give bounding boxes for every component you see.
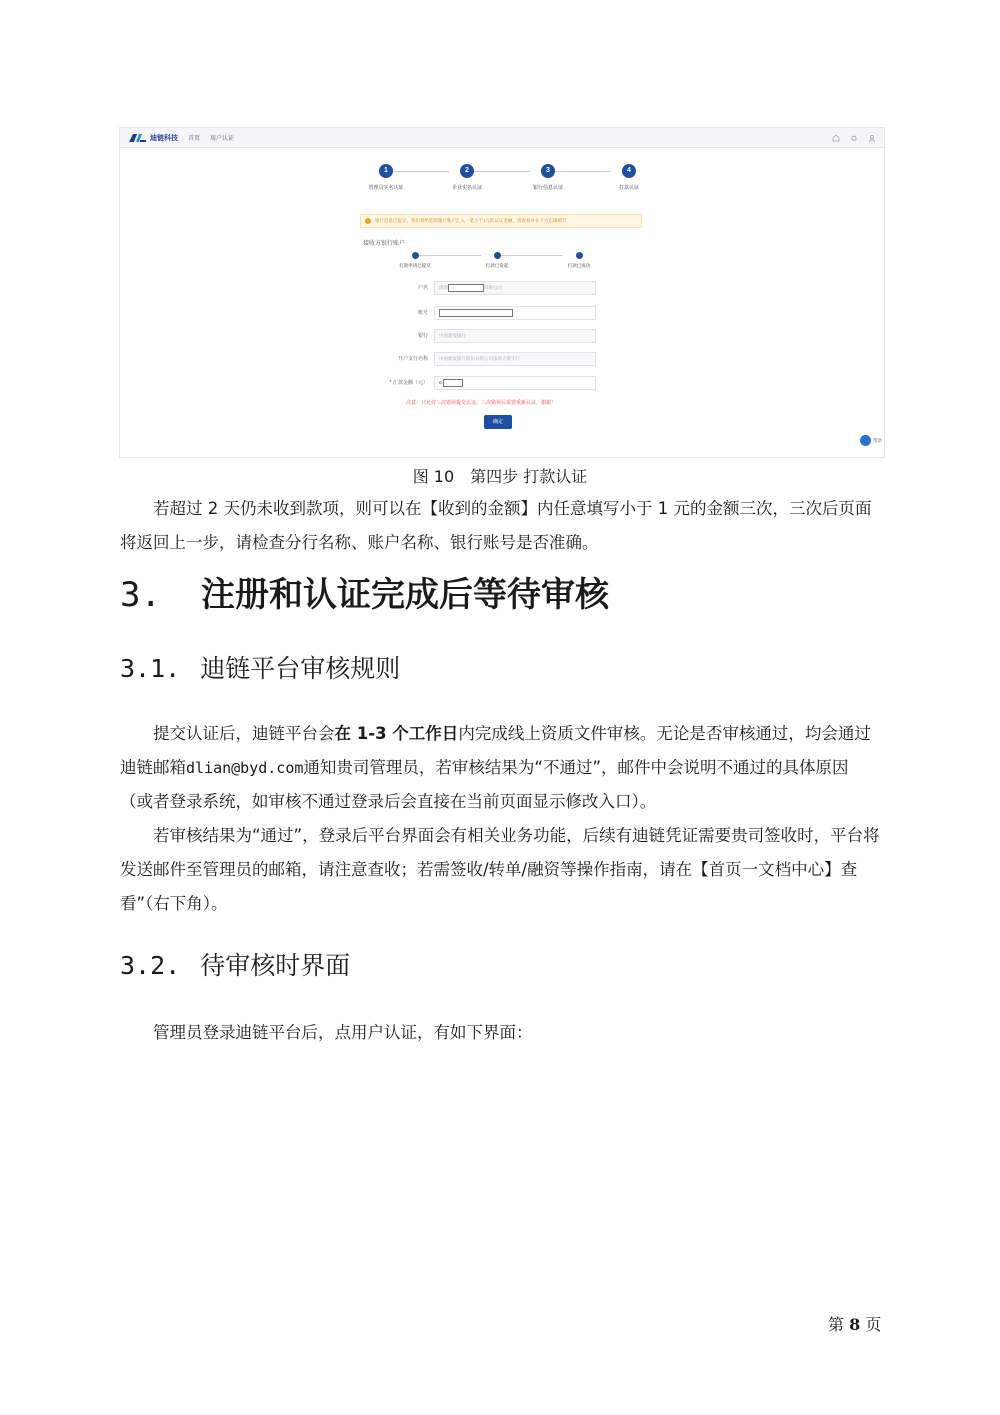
embedded-screenshot xyxy=(119,127,885,458)
paragraph-approved: 若审核结果为“通过”，登录后平台界面会有相关业务功能，后续有迪链凭证需要贵司签收时，平台将发送邮件至管理员的邮箱，请注意查收；若需签收/转单/融资等操作指南，请在【首页一文档中心】查看”（右下角）。 xyxy=(120,826,880,913)
redaction-box xyxy=(439,309,513,317)
paragraph-review-rules xyxy=(120,717,880,819)
email-address: dlian@byd.com xyxy=(186,759,304,777)
step-number: 2 xyxy=(460,164,474,178)
user-icon[interactable] xyxy=(868,134,876,142)
account-name-row xyxy=(360,281,596,295)
amount-input[interactable] xyxy=(434,376,596,390)
step-number: 3 xyxy=(541,164,555,178)
heading-text: 待审核时界面 xyxy=(200,951,351,980)
help-button[interactable] xyxy=(860,435,882,446)
substep-dot xyxy=(494,252,501,259)
step-4 xyxy=(599,164,659,191)
account-name-field xyxy=(434,281,596,295)
figure-caption: 图 10 第四步 打款认证 xyxy=(412,467,588,486)
redaction-box xyxy=(448,284,484,292)
bold-text: 在 1-3 个工作日 xyxy=(334,724,459,743)
substep-1 xyxy=(390,252,440,269)
field-value: 0. xyxy=(439,380,443,385)
confirm-button[interactable]: 确定 xyxy=(484,415,512,429)
substep-3 xyxy=(554,252,604,269)
home-icon[interactable] xyxy=(832,134,840,142)
substep-label: 打款申请已提交 xyxy=(399,263,431,268)
heading-3-1 xyxy=(120,649,400,685)
heading-3-2 xyxy=(120,946,350,982)
field-label: 银行 xyxy=(417,333,428,339)
field-label: 账号 xyxy=(417,310,428,316)
heading-3 xyxy=(120,567,609,616)
heading-number: 3.1. xyxy=(120,654,181,683)
nav-home-link[interactable]: 首页 xyxy=(188,136,201,142)
branch-row xyxy=(360,352,596,366)
paragraph-pending-ui: 管理员登录迪链平台后，点用户认证，有如下界面： xyxy=(153,1023,533,1042)
bank-row xyxy=(360,329,596,343)
field-label: 户名 xyxy=(417,285,428,291)
text-run: 通知贵司管理员，若审核结果为“不通过”，邮件中会说明不通过的具体原因（或者登录系统，如审核不通过登录后会直接在当前页面显示修改入口）。 xyxy=(120,758,849,811)
text-run: 提交认证后，迪链平台会 xyxy=(153,724,335,743)
transfer-substeps xyxy=(390,252,612,272)
field-value: 有限公司 xyxy=(484,285,502,290)
redaction-box xyxy=(443,379,463,387)
heading-text: 迪链平台审核规则 xyxy=(200,654,401,683)
account-number-row xyxy=(360,306,596,320)
page-number-suffix: 页 xyxy=(865,1315,882,1334)
step-number: 4 xyxy=(622,164,636,178)
progress-steps xyxy=(356,164,640,196)
top-bar xyxy=(120,128,884,148)
field-label: 开户支行名称 xyxy=(397,356,428,362)
help-icon xyxy=(860,435,871,446)
page-number-prefix: 第 xyxy=(828,1315,845,1334)
warning-icon xyxy=(365,218,371,224)
warning-banner xyxy=(360,214,642,228)
account-number-field xyxy=(434,306,596,320)
page-number xyxy=(828,1312,881,1335)
step-2 xyxy=(437,164,497,191)
step-3 xyxy=(518,164,578,191)
amount-row xyxy=(360,376,596,390)
brand-logo-icon xyxy=(128,133,146,143)
step-label: 管理员实名认证 xyxy=(368,185,404,191)
paragraph-retry: 若超过 2 天仍未收到款项，则可以在【收到的金额】内任意填写小于 1 元的金额三次，三次后页面将返回上一步，请检查分行名称、账户名称、银行账号是否准确。 xyxy=(120,499,872,552)
substep-2 xyxy=(472,252,522,269)
heading-number: 3. xyxy=(120,575,161,615)
bank-field: 中国建设银行 xyxy=(434,329,596,343)
step-label: 企业实名认证 xyxy=(451,185,482,191)
step-number: 1 xyxy=(379,164,393,178)
page-number-value: 8 xyxy=(849,1315,861,1334)
step-label: 打款认证 xyxy=(618,185,639,191)
substep-label: 打款已发起 xyxy=(485,263,509,268)
heading-number: 3.2. xyxy=(120,951,181,980)
nav-user-auth-link[interactable]: 用户认证 xyxy=(210,136,235,142)
substep-dot xyxy=(576,252,583,259)
step-label: 银行信息认证 xyxy=(532,185,563,191)
retry-notice: 注意：只允许三次错误提交认证，三次错误后需要重新认证，谢谢！ xyxy=(406,400,557,406)
substep-label: 打款已成功 xyxy=(567,263,591,268)
branch-field: 中国建设银行股份有限公司深圳大厦支行 xyxy=(434,352,596,366)
heading-text: 注册和认证完成后等待审核 xyxy=(200,575,609,615)
bell-icon[interactable] xyxy=(850,134,858,142)
text-run: 内完成线上资质文件审核。无论是否审核通过，均会通过迪链邮箱 xyxy=(120,724,871,777)
section-title: 接收方银行账户 xyxy=(363,241,406,247)
field-value: 深圳 xyxy=(439,285,448,290)
step-1 xyxy=(356,164,416,191)
substep-dot xyxy=(412,252,419,259)
help-label: 帮助 xyxy=(873,437,882,443)
top-icons xyxy=(832,134,876,142)
warning-text: 银行信息已提交，我们将给您的银行账户汇入一笔小于1元的认证金额，请查看并在下方正确填写 xyxy=(375,218,567,223)
field-label: * 汇款金额（元） xyxy=(389,380,428,386)
brand-name: 迪链科技 xyxy=(150,134,178,142)
